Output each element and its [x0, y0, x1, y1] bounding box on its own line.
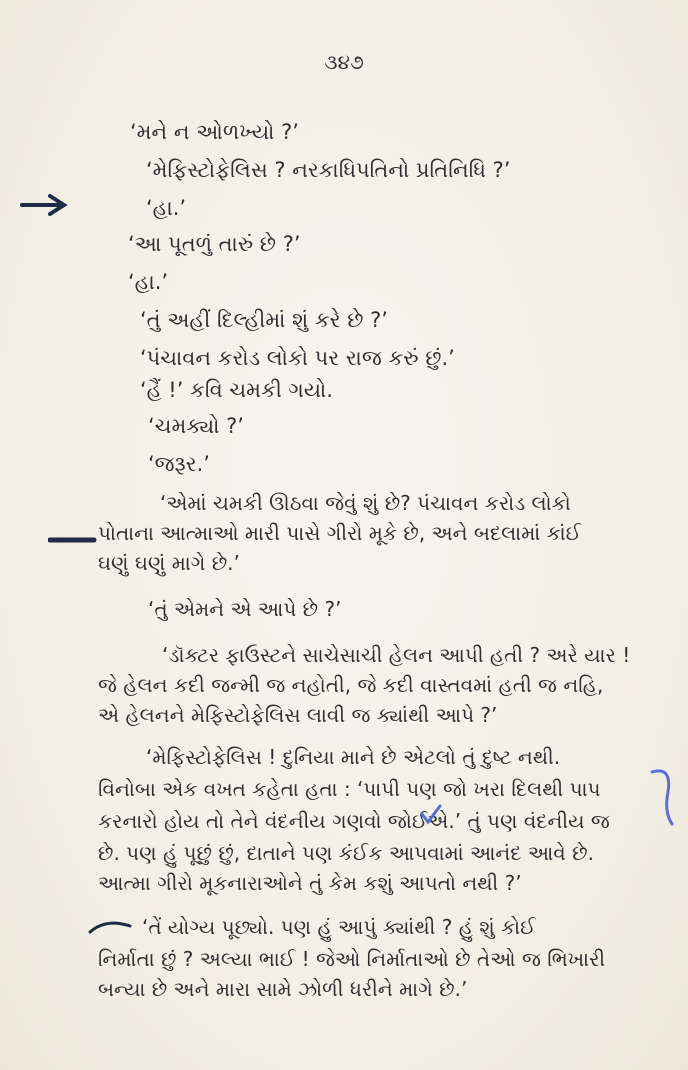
paragraph-line: એ હેલનને મેફિસ્ટોફેલિસ લાવી જ ક્યાંથી આપે ?’ — [98, 703, 498, 727]
dialogue-line: ‘તું અહીં દિલ્હીમાં શું કરે છે ?’ — [140, 308, 388, 332]
page-number: ૩૪૭ — [324, 50, 364, 74]
margin-arrow-mark — [86, 914, 136, 944]
paragraph-line: જે હેલન કદી જન્મી જ નહોતી, જે કદી વાસ્તવમાં હતી જ નહિ, — [98, 673, 604, 697]
paragraph-line: બન્યા છે અને મારા સામે ઝોળી ધરીને માગે છે.’ — [98, 977, 468, 1001]
dialogue-line: ‘હા.’ — [128, 270, 169, 294]
paragraph-line: આત્મા ગીરો મૂકનારાઓને તું કેમ કશું આપતો નથી ?’ — [98, 871, 522, 895]
dialogue-line: ‘પંચાવન કરોડ લોકો પર રાજ કરું છું.’ — [140, 346, 455, 370]
paragraph-line: ‘મેફિસ્ટોફેલિસ ! દુનિયા માને છે એટલો તું દુષ્ટ નથી. — [146, 745, 561, 769]
dialogue-line: ‘હૈં !’ કવિ ચમકી ગયો. — [140, 378, 333, 402]
dialogue-line: ‘ચમક્યો ?’ — [148, 414, 244, 438]
paragraph-line: કરનારો હોય તો તેને વંદનીય ગણવો જોઈએ.’ તું પણ વંદનીય જ — [98, 809, 610, 833]
dialogue-line: ‘હા.’ — [146, 196, 187, 220]
dialogue-line: ‘આ પૂતળું તારું છે ?’ — [128, 232, 301, 256]
paragraph-line: ‘એમાં ચમકી ઊઠવા જેવું શું છે? પંચાવન કરોડ લોકો — [160, 491, 571, 515]
paragraph-line: ‘ડૉક્ટર ફાઉસ્ટને સાચેસાચી હેલન આપી હતી ? અરે યાર ! — [162, 643, 631, 667]
margin-arrow-mark — [48, 530, 98, 550]
paragraph-line: પોતાના આત્માઓ મારી પાસે ગીરો મૂકે છે, અને બદલામાં કાંઈ — [98, 521, 582, 545]
paragraph-line: ઘણું ઘણું માગે છે.’ — [98, 551, 240, 575]
dialogue-line: ‘મને ન ઓળખ્યો ?’ — [130, 120, 299, 144]
checkmark-annotation-mark — [420, 804, 442, 826]
paragraph-line: વિનોબા એક વખત કહેતા હતા : ‘પાપી પણ જો ખરા દિલથી પાપ — [98, 777, 601, 801]
paragraph-line: નિર્માતા છું ? અલ્યા ભાઈ ! જેઓ નિર્માતાઓ છે તેઓ જ ભિખારી — [98, 947, 606, 971]
margin-arrow-mark — [20, 190, 70, 220]
paragraph-line: ‘તેં યોગ્ય પૂછ્યો. પણ હું આપું ક્યાંથી ? હું શું કોઈ — [142, 915, 536, 939]
dialogue-line: ‘મેફિસ્ટોફેલિસ ? નરકાધિપતિનો પ્રતિનિધિ ?’ — [146, 158, 511, 182]
paragraph-line: ‘તું એમને એ આપે છે ?’ — [148, 597, 342, 621]
handwritten-annotation-mark — [646, 762, 676, 832]
dialogue-line: ‘જરૂર.’ — [148, 452, 210, 476]
paragraph-line: છે. પણ હું પૂછું છું, દાતાને પણ કંઈક આપવામાં આનંદ આવે છે. — [98, 841, 594, 865]
